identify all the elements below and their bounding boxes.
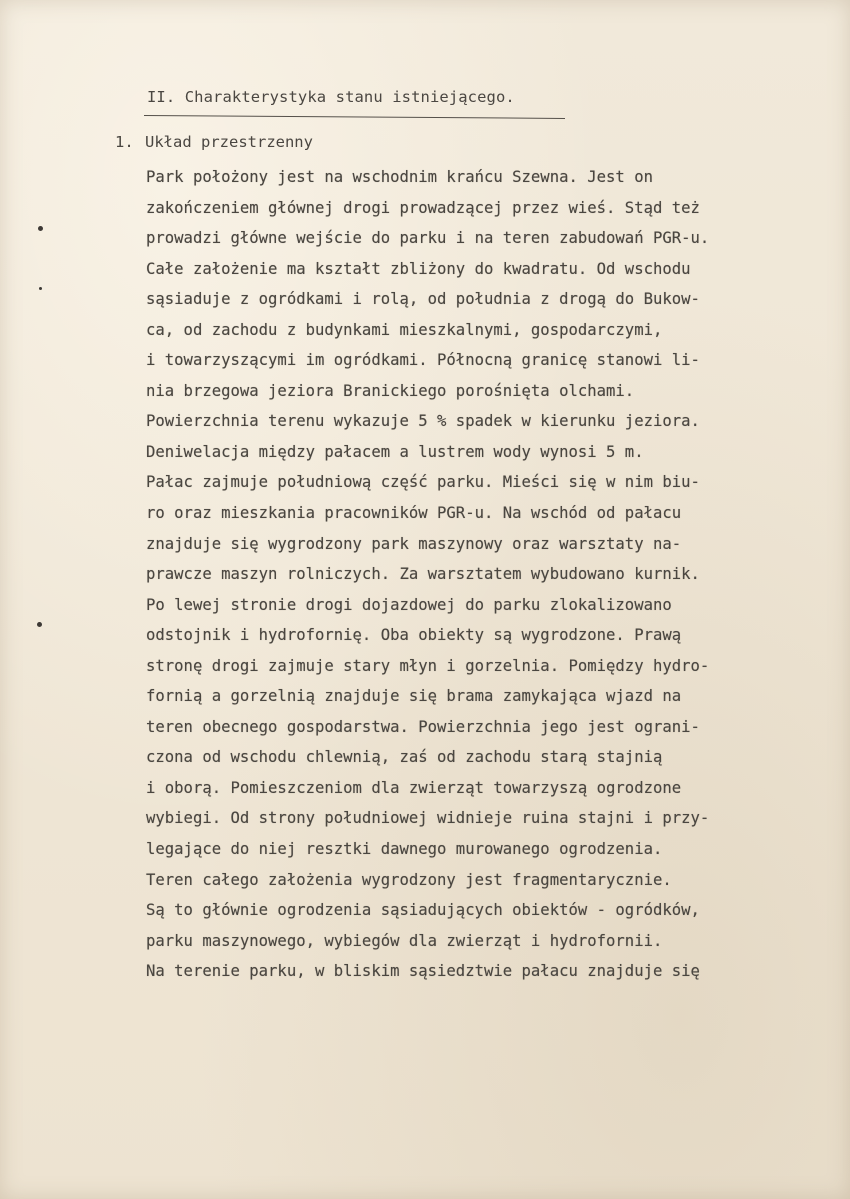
text-line: sąsiaduje z ogródkami i rolą, od południa z drogą do Bukow- — [146, 290, 700, 309]
margin-punch-mark — [39, 287, 42, 290]
text-line: nia brzegowa jeziora Branickiego porośnięta olchami. — [146, 381, 635, 400]
text-line: Deniwelacja między pałacem a lustrem wody wynosi 5 m. — [146, 442, 644, 461]
text-line: wybiegi. Od strony południowej widnieje ruina stajni i przy- — [146, 809, 710, 828]
text-line: Są to głównie ogrodzenia sąsiadujących obiektów - ogródków, — [146, 901, 700, 920]
text-line: ro oraz mieszkania pracowników PGR-u. Na wschód od pałacu — [146, 504, 682, 523]
margin-punch-mark — [38, 226, 43, 231]
text-line: i oborą. Pomieszczeniom dla zwierząt towarzyszą ogrodzone — [146, 778, 682, 797]
text-line: czona od wschodu chlewnią, zaś od zachodu starą stajnią — [146, 748, 663, 767]
text-line: legające do niej resztki dawnego murowanego ogrodzenia. — [146, 840, 663, 859]
text-line: zakończeniem głównej drogi prowadzącej przez wieś. Stąd też — [146, 198, 700, 217]
text-line: fornią a gorzelnią znajduje się brama zamykająca wjazd na — [146, 687, 682, 706]
chapter-heading: II. Charakterystyka stanu istniejącego. — [147, 88, 515, 106]
section-number: 1. — [115, 133, 134, 151]
text-line: Pałac zajmuje południową część parku. Mieści się w nim biu- — [146, 473, 700, 492]
text-line: Park położony jest na wschodnim krańcu Szewna. Jest on — [146, 168, 653, 186]
heading-underline — [144, 115, 565, 119]
text-line: ca, od zachodu z budynkami mieszkalnymi, gospodarczymi, — [146, 320, 663, 339]
margin-punch-mark — [37, 622, 42, 627]
text-line: odstojnik i hydrofornię. Oba obiekty są wygrodzone. Prawą — [146, 626, 682, 645]
text-line: stronę drogi zajmuje stary młyn i gorzelnia. Pomiędzy hydro- — [146, 656, 710, 675]
text-line: Na terenie parku, w bliskim sąsiedztwie pałacu znajduje się — [146, 962, 700, 981]
text-line: Po lewej stronie drogi dojazdowej do parku zlokalizowano — [146, 595, 672, 614]
body-text — [146, 162, 786, 987]
text-line: znajduje się wygrodzony park maszynowy oraz warsztaty na- — [146, 534, 682, 553]
text-line: Całe założenie ma kształt zbliżony do kwadratu. Od wschodu — [146, 259, 691, 278]
text-line: prowadzi główne wejście do parku i na teren zabudowań PGR-u. — [146, 229, 710, 248]
text-line: prawcze maszyn rolniczych. Za warsztatem wybudowano kurnik. — [146, 565, 700, 584]
text-line: teren obecnego gospodarstwa. Powierzchnia jego jest ograni- — [146, 717, 700, 736]
text-line: i towarzyszącymi im ogródkami. Północną granicę stanowi li- — [146, 351, 700, 370]
text-line: Teren całego założenia wygrodzony jest fragmentarycznie. — [146, 870, 672, 889]
section-title: Układ przestrzenny — [145, 133, 313, 151]
text-line: Powierzchnia terenu wykazuje 5 % spadek w kierunku jeziora. — [146, 412, 700, 431]
text-line: parku maszynowego, wybiegów dla zwierząt i hydrofornii. — [146, 931, 663, 950]
